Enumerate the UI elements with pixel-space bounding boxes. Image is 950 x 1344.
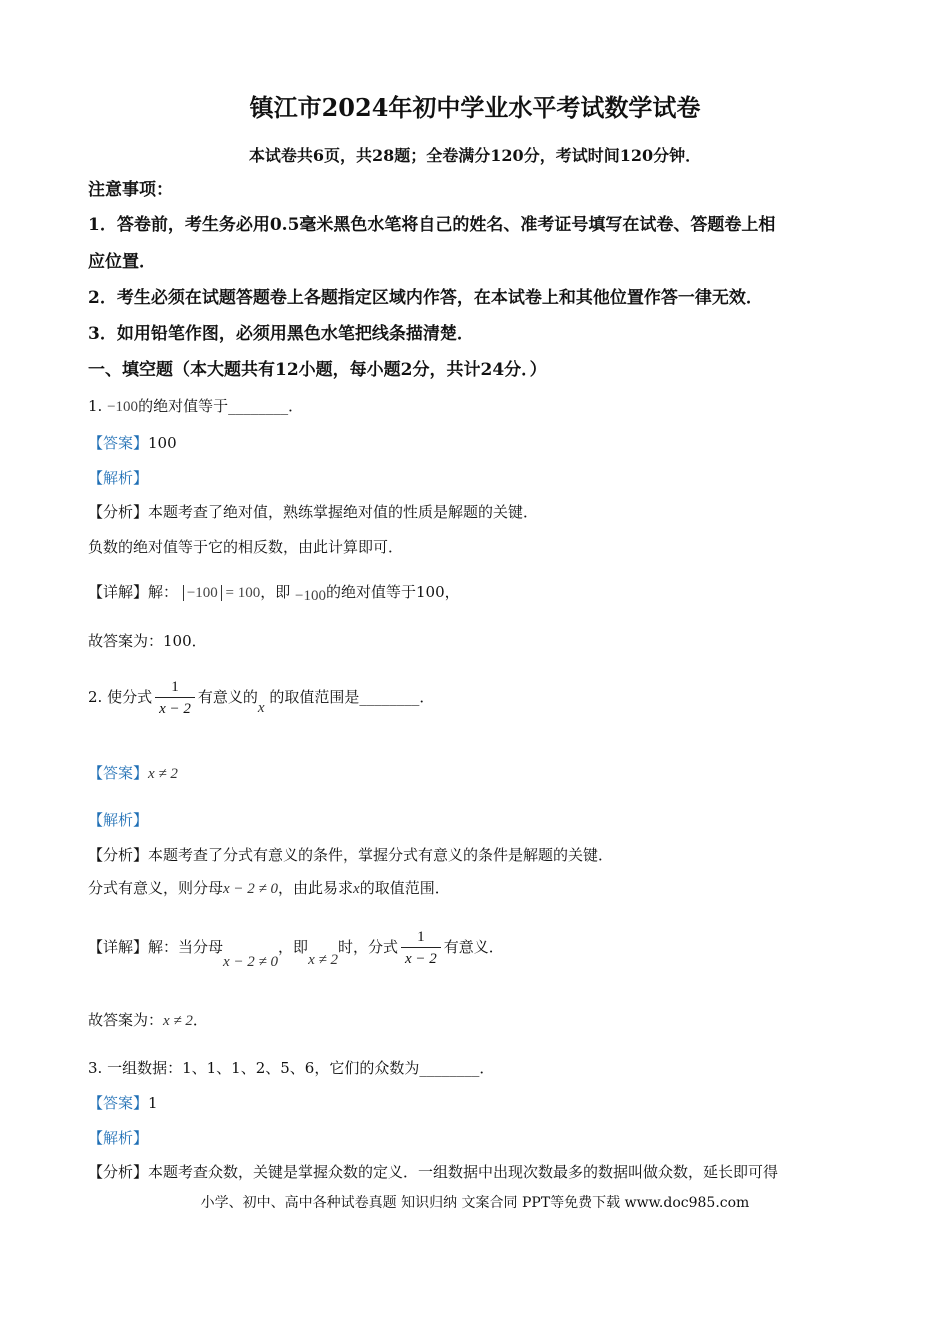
q1-final: 故答案为：100． [88,632,207,650]
q3-fenxi-row [88,1162,778,1182]
q2-final-row [88,1010,208,1031]
q1-fenxi2: 负数的绝对值等于它的相反数，由此计算即可． [88,538,404,556]
q2-final-post: ． [192,1011,208,1029]
detail-tag: 【详解】 [88,583,149,601]
notice-item-1b: 应位置． [88,252,156,272]
q2-detail-row [88,925,504,970]
q2-answer-row [88,763,178,784]
question-1 [88,396,303,417]
q2-fenxi2-row [88,878,450,899]
q2-detail-frac-num: 1 [401,927,441,948]
fenxi-tag: 【分析】 [88,846,149,864]
q2-fraction [155,677,195,720]
q2-number: 2. [88,688,103,706]
notice-item-3: 3．如用铅笔作图，必须用黑色水笔把线条描清楚． [88,324,474,344]
q2-final-math: x ≠ 2 [163,1013,193,1029]
question-3: 3. 一组数据：1、1、1、2、5、6，它们的众数为________． [88,1059,495,1077]
q3-answer-row [88,1093,158,1113]
q1-abs-value: −100 [183,585,222,601]
q2-var: x [257,700,265,716]
q2-fenxi2-post: 的取值范围． [359,879,450,897]
q1-detail-post: 的绝对值等于100， [326,583,460,601]
footer-banner: 小学、初中、高中各种试卷真题 知识归纳 文案合同 PPT等免费下载 www.doc985.com [200,1195,750,1211]
exam-title: 镇江市2024年初中学业水平考试数学试卷 [249,93,701,122]
q1-analysis-tag: 【解析】 [88,469,149,487]
q2-detail-fraction [401,927,441,970]
q1-detail-mid: ，即 [260,583,291,601]
notice-heading: 注意事项： [88,180,173,200]
fenxi-tag: 【分析】 [88,503,149,521]
exam-subtitle: 本试卷共6页，共28题；全卷满分120分，考试时间120分钟． [248,146,702,165]
answer-tag: 【答案】 [88,764,149,782]
q1-math: −100 [107,399,139,415]
q1-eq: = 100 [225,585,261,601]
notice-item-1a: 1．答卷前，考生务必用0.5毫米黑色水笔将自己的姓名、准考证号填写在试卷、答题卷上相 [88,215,776,235]
q2-fenxi: 本题考查了分式有意义的条件，掌握分式有意义的条件是解题的关键． [148,846,614,864]
fenxi-tag: 【分析】 [88,1163,149,1181]
section-heading: 一、填空题（本大题共有12小题，每小题2分，共计24分．） [88,360,547,380]
q2-detail-post: 有意义． [443,938,504,956]
question-2 [88,675,434,720]
q2-fenxi2-mid: ，由此易求 [278,879,354,897]
q1-detail-row [88,582,460,603]
q1-answer-row [88,433,177,453]
q2-post: 的取值范围是________． [269,688,435,706]
q1-detail-math [183,585,260,601]
q2-detail-frac-den: x − 2 [404,950,437,967]
q3-answer: 1 [148,1094,158,1112]
q2-fenxi-row [88,845,613,865]
q2-detail-mid2: 时，分式 [337,938,398,956]
q2-mid: 有意义的 [197,688,258,706]
q1-number: 1. [88,397,103,415]
q2-frac-den: x − 2 [159,700,191,717]
detail-tag: 【详解】 [88,938,149,956]
q2-fenxi2-math: x − 2 ≠ 0 [223,881,279,897]
q2-frac-num: 1 [155,677,195,698]
q3-analysis-tag: 【解析】 [88,1129,149,1147]
q2-fenxi2-var: x [353,881,360,897]
q2-detail-pre: 解：当分母 [148,938,224,956]
q1-detail-pre: 解： [148,583,179,601]
q2-detail-math2: x ≠ 2 [308,952,338,968]
q2-pre: 使分式 [107,688,153,706]
q2-answer: x ≠ 2 [148,766,178,782]
answer-tag: 【答案】 [88,1094,149,1112]
q2-detail-mid1: ，即 [278,938,309,956]
q2-fenxi2-pre: 分式有意义，则分母 [88,879,224,897]
q1-answer: 100 [148,434,177,452]
q1-fenxi: 本题考查了绝对值，熟练掌握绝对值的性质是解题的关键． [148,503,539,521]
q2-final-pre: 故答案为： [88,1011,164,1029]
q1-text: 的绝对值等于________． [138,397,304,415]
q2-analysis-tag: 【解析】 [88,811,149,829]
q3-fenxi: 本题考查众数，关键是掌握众数的定义．一组数据中出现次数最多的数据叫做众数，延长即可得 [148,1163,779,1181]
q1-fenxi-row [88,502,538,522]
notice-item-2: 2．考生必须在试题答题卷上各题指定区域内作答，在本试卷上和其他位置作答一律无效． [88,288,763,308]
answer-tag: 【答案】 [88,434,149,452]
q1-detail-math2: −100 [295,588,327,604]
q2-detail-math1: x − 2 ≠ 0 [223,954,279,970]
